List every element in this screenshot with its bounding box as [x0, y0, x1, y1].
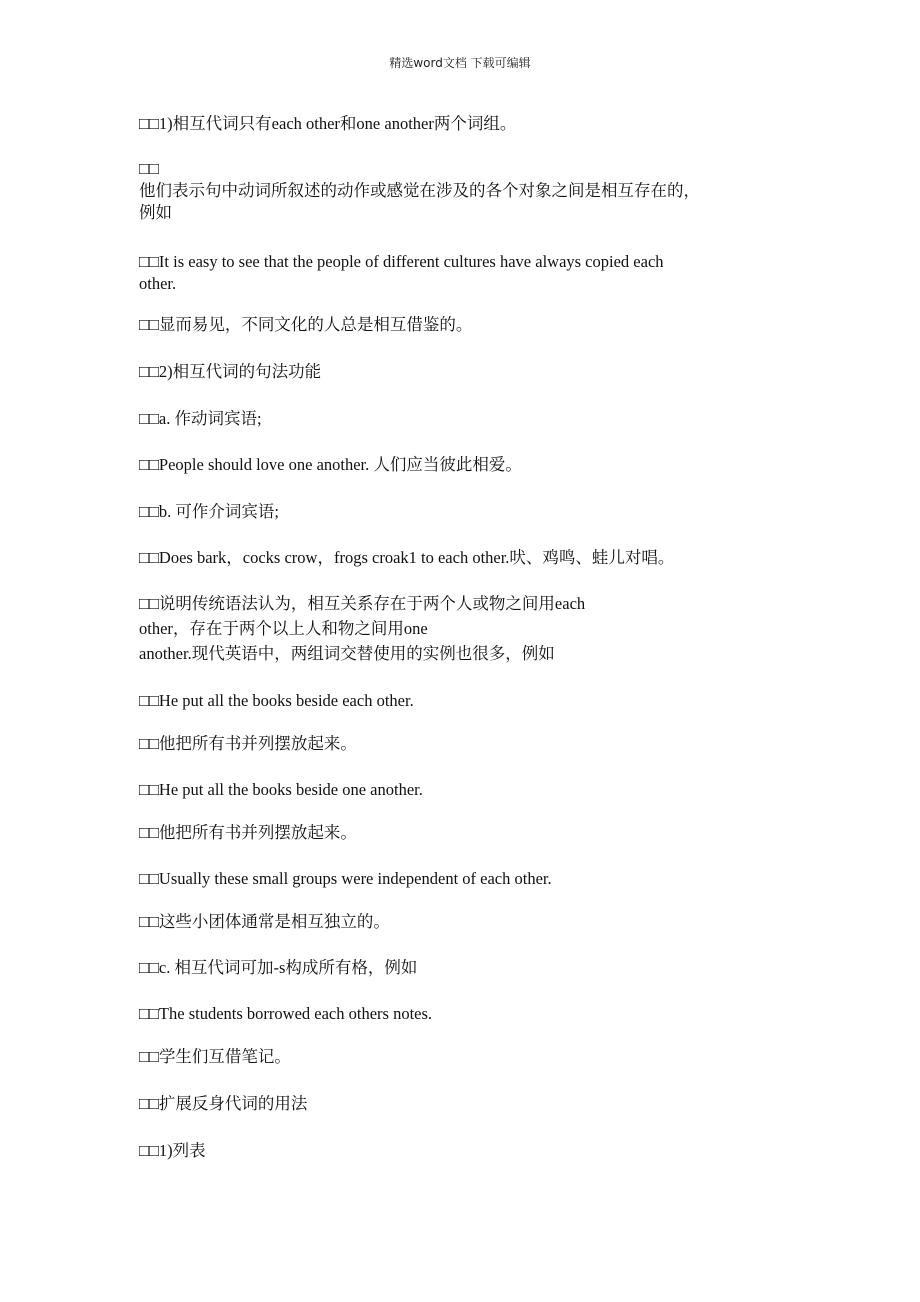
- paragraph: [139, 690, 769, 712]
- text-line: another.现代英语中，两组词交替使用的实例也很多，例如: [139, 644, 555, 663]
- text-line: other，存在于两个以上人和物之间用one: [139, 619, 428, 638]
- paragraph: [139, 779, 769, 801]
- text-line: □□这些小团体通常是相互独立的。: [139, 912, 390, 931]
- text-line: □□: [139, 159, 159, 178]
- paragraph: [139, 593, 769, 665]
- paragraph: [139, 822, 769, 844]
- paragraph: [139, 361, 769, 383]
- paragraph: [139, 314, 769, 336]
- paragraph: [139, 911, 769, 933]
- text-line: 例如: [139, 203, 172, 222]
- text-line: □□学生们互借笔记。: [139, 1047, 291, 1066]
- text-line: 他们表示句中动词所叙述的动作或感觉在涉及的各个对象之间是相互存在的，: [139, 181, 700, 200]
- text-line: □□c. 相互代词可加-s构成所有格，例如: [139, 958, 418, 977]
- paragraph: [139, 158, 769, 224]
- paragraph: [139, 1093, 769, 1115]
- paragraph: [139, 957, 769, 979]
- text-line: □□He put all the books beside each other.: [139, 691, 414, 710]
- text-line: □□说明传统语法认为，相互关系存在于两个人或物之间用each: [139, 594, 586, 613]
- paragraph: [139, 1003, 769, 1025]
- text-line: □□b. 可作介词宾语;: [139, 502, 280, 521]
- paragraph: [139, 868, 769, 890]
- paragraph: [139, 113, 769, 135]
- text-line: □□2)相互代词的句法功能: [139, 362, 322, 381]
- paragraph: [139, 251, 769, 295]
- paragraph: [139, 1046, 769, 1068]
- text-line: □□The students borrowed each others notes.: [139, 1004, 433, 1023]
- paragraph: [139, 547, 769, 569]
- text-line: □□显而易见，不同文化的人总是相互借鉴的。: [139, 315, 473, 334]
- text-line: □□People should love one another. 人们应当彼此相爱。: [139, 455, 522, 474]
- text-line: □□1)列表: [139, 1141, 206, 1160]
- text-line: □□a. 作动词宾语;: [139, 409, 262, 428]
- text-line: □□He put all the books beside one another.: [139, 780, 423, 799]
- text-line: □□It is easy to see that the people of different cultures have always copied each: [139, 252, 664, 271]
- text-line: □□他把所有书并列摆放起来。: [139, 823, 357, 842]
- text-line: □□Does bark，cocks crow，frogs croak1 to each other.吠、鸡鸣、蛙儿对唱。: [139, 548, 675, 567]
- paragraph: [139, 408, 769, 430]
- paragraph: [139, 454, 769, 476]
- text-line: □□1)相互代词只有each other和one another两个词组。: [139, 114, 517, 133]
- paragraph: [139, 501, 769, 523]
- paragraph: [139, 1140, 769, 1162]
- text-line: other.: [139, 274, 177, 293]
- page-header: 精选word文档 下载可编辑: [389, 56, 531, 70]
- paragraph: [139, 733, 769, 755]
- text-line: □□扩展反身代词的用法: [139, 1094, 308, 1113]
- text-line: □□Usually these small groups were independent of each other.: [139, 869, 552, 888]
- text-line: □□他把所有书并列摆放起来。: [139, 734, 357, 753]
